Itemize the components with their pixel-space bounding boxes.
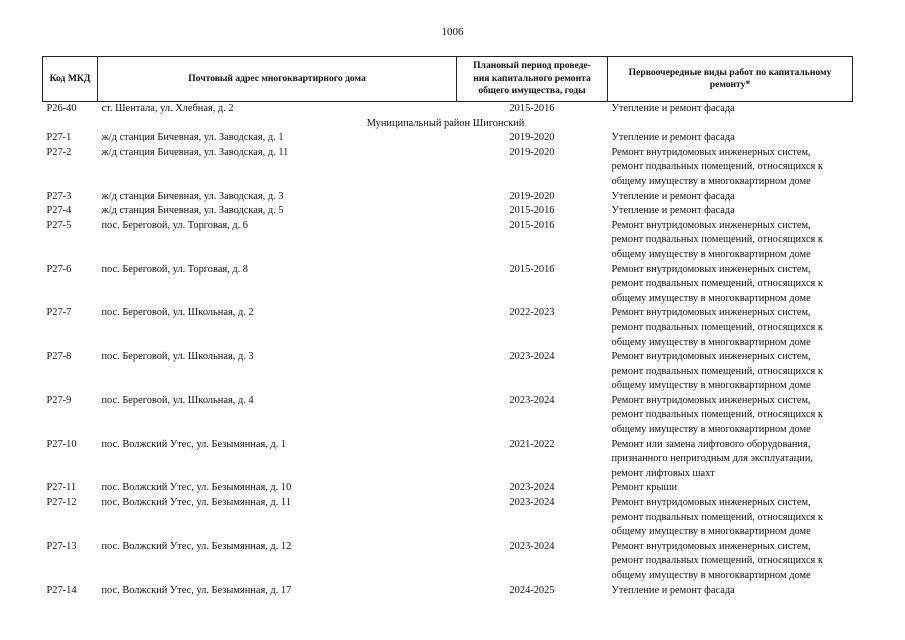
repair-works-line: Утепление и ремонт фасада — [611, 205, 735, 217]
repair-period: 2019-2020 — [509, 190, 555, 202]
repair-works-line: ремонт подвальных помещений, относящихся к — [611, 555, 823, 567]
repair-works-line: общему имуществу в многоквартирном доме — [611, 424, 811, 436]
page-number: 1006 — [441, 26, 464, 38]
table-row — [43, 146, 853, 190]
repair-works-line: ремонт подвальных помещений, относящихся к — [611, 278, 823, 290]
repair-works-line: общему имуществу в многоквартирном доме — [611, 526, 811, 538]
repair-works-line: ремонт подвальных помещений, относящихся к — [611, 365, 823, 377]
postal-address: пос. Волжский Утес, ул. Безымянная, д. 12 — [101, 540, 292, 552]
repair-works-line: Ремонт внутридомовых инженерных систем, — [611, 497, 811, 509]
table-header-row — [43, 57, 853, 102]
repair-period: 2015-2016 — [509, 263, 555, 275]
repair-works — [608, 540, 853, 584]
repair-works — [608, 204, 853, 219]
repair-works-line: Ремонт внутридомовых инженерных систем, — [611, 540, 811, 552]
mkd-code: Р26-40 — [46, 103, 77, 114]
repair-works-line: Ремонт или замена лифтового оборудования, — [611, 438, 811, 450]
postal-address: пос. Береговой, ул. Школьная, д. 3 — [101, 351, 254, 363]
header-works-line: ремонту* — [709, 79, 751, 90]
table-row — [43, 263, 853, 307]
mkd-code: Р27-12 — [46, 497, 77, 509]
table-body — [43, 102, 853, 599]
table-row — [43, 540, 853, 584]
mkd-code: Р27-4 — [46, 205, 72, 217]
repair-works — [608, 394, 853, 438]
repair-works-line: общему имуществу в многоквартирном доме — [611, 175, 811, 187]
postal-address: пос. Волжский Утес, ул. Безымянная, д. 11 — [101, 497, 291, 509]
mkd-code: Р27-10 — [46, 438, 77, 450]
repair-period: 2019-2020 — [509, 146, 555, 158]
repair-works-line: Утепление и ремонт фасада — [611, 190, 735, 202]
mkd-code: Р27-9 — [46, 394, 72, 406]
table-row — [43, 584, 853, 599]
postal-address: ж/д станция Бичевная, ул. Заводская, д. 3 — [101, 190, 284, 202]
repair-works — [608, 438, 853, 482]
header-address: Почтовый адрес многоквартирного дома — [98, 57, 457, 102]
repair-works-line: Утепление и ремонт фасада — [611, 103, 735, 114]
repair-works-line: ремонт подвальных помещений, относящихся к — [611, 409, 823, 421]
repair-works — [608, 219, 853, 263]
repair-works-line: ремонт подвальных помещений, относящихся к — [611, 511, 823, 523]
postal-address: пос. Береговой, ул. Торговая, д. 6 — [101, 219, 248, 231]
header-period-line: Плановый период проведе- — [473, 60, 591, 72]
header-period — [457, 57, 608, 102]
table-row — [43, 438, 853, 482]
repair-works — [608, 350, 853, 394]
repair-works-line: ремонт лифтовых шахт — [611, 467, 715, 479]
header-works — [608, 57, 853, 102]
repair-works — [608, 496, 853, 540]
section-row — [43, 117, 853, 132]
table-row — [43, 306, 853, 350]
repair-works-line: ремонт подвальных помещений, относящихся к — [611, 161, 823, 173]
repair-works — [608, 131, 853, 146]
mkd-code: Р27-6 — [46, 263, 72, 275]
mkd-code: Р27-2 — [46, 146, 72, 158]
repair-works-line: признанного непригодным для эксплуатации, — [611, 453, 814, 465]
repair-works-line: ремонт подвальных помещений, относящихся к — [611, 321, 823, 333]
repair-works-line: Ремонт внутридомовых инженерных систем, — [611, 307, 811, 319]
repair-period: 2015-2016 — [509, 219, 555, 231]
repair-works — [608, 190, 853, 205]
table-row — [43, 131, 853, 146]
table-row — [43, 481, 853, 496]
repair-period: 2023-2024 — [509, 482, 555, 494]
repair-works-line: Утепление и ремонт фасада — [611, 584, 735, 596]
repair-works — [608, 263, 853, 307]
repair-period: 2019-2020 — [509, 132, 555, 144]
repair-period: 2023-2024 — [509, 497, 555, 509]
repair-period: 2023-2024 — [509, 540, 555, 552]
postal-address: ж/д станция Бичевная, ул. Заводская, д. 5 — [101, 205, 284, 217]
mkd-code: Р27-7 — [46, 307, 72, 319]
table-row — [43, 204, 853, 219]
repair-works-line: Утепление и ремонт фасада — [611, 132, 735, 144]
repair-period: 2022-2023 — [509, 307, 555, 319]
table-row — [43, 190, 853, 205]
repair-works-line: общему имуществу в многоквартирном доме — [611, 336, 811, 348]
postal-address: ж/д станция Бичевная, ул. Заводская, д. 11 — [101, 146, 289, 158]
repair-period: 2023-2024 — [509, 351, 555, 363]
postal-address: пос. Береговой, ул. Школьная, д. 2 — [101, 307, 254, 319]
repair-works-line: Ремонт внутридомовых инженерных систем, — [611, 146, 811, 158]
repair-period: 2024-2025 — [509, 584, 555, 596]
repair-period: 2015-2016 — [509, 103, 555, 114]
repair-works-line: Ремонт внутридомовых инженерных систем, — [611, 394, 811, 406]
postal-address: пос. Береговой, ул. Школьная, д. 4 — [101, 394, 254, 406]
repair-works-line: Ремонт внутридомовых инженерных систем, — [611, 351, 811, 363]
table-row — [43, 102, 853, 117]
repair-works-line: Ремонт внутридомовых инженерных систем, — [611, 263, 811, 275]
postal-address: пос. Волжский Утес, ул. Безымянная, д. 10 — [101, 482, 292, 494]
table-row — [43, 394, 853, 438]
postal-address: пос. Волжский Утес, ул. Безымянная, д. 1 — [101, 438, 287, 450]
repair-period: 2021-2022 — [509, 438, 555, 450]
table-row — [43, 496, 853, 540]
postal-address: пос. Волжский Утес, ул. Безымянная, д. 17 — [101, 584, 292, 596]
header-works-line: Первоочередные виды работ по капитальному — [628, 66, 832, 78]
header-code: Код МКД — [43, 57, 98, 102]
postal-address: пос. Береговой, ул. Торговая, д. 8 — [101, 263, 248, 275]
mkd-code: Р27-11 — [46, 482, 77, 494]
repair-period: 2023-2024 — [509, 394, 555, 406]
mkd-code: Р27-1 — [46, 132, 72, 144]
repair-works-line: общему имуществу в многоквартирном доме — [611, 570, 811, 581]
header-period-line: общего имущества, годы — [478, 85, 586, 97]
mkd-code: Р27-14 — [46, 584, 77, 596]
mkd-code: Р27-8 — [46, 351, 72, 363]
repair-works-line: ремонт подвальных помещений, относящихся к — [611, 234, 823, 246]
repair-works-line: общему имуществу в многоквартирном доме — [611, 380, 811, 392]
mkd-code: Р27-13 — [46, 540, 77, 552]
mkd-code: Р27-5 — [46, 219, 72, 231]
postal-address: ст. Шентала, ул. Хлебная, д. 2 — [101, 103, 234, 114]
header-period-line: ния капитального ремонта — [473, 72, 591, 84]
table-row — [43, 350, 853, 394]
repair-works — [608, 584, 853, 599]
mkd-code: Р27-3 — [46, 190, 72, 202]
repair-period: 2015-2016 — [509, 205, 555, 217]
section-title: Муниципальный район Шигонский — [366, 117, 525, 129]
repair-works-line: Ремонт крыши — [611, 482, 678, 494]
repair-works — [608, 146, 853, 190]
repair-works-line: общему имуществу в многоквартирном доме — [611, 292, 811, 304]
repair-works-line: общему имуществу в многоквартирном доме — [611, 248, 811, 260]
postal-address: ж/д станция Бичевная, ул. Заводская, д. 1 — [101, 132, 284, 144]
repair-works — [608, 102, 853, 117]
repair-works — [608, 306, 853, 350]
repair-works — [608, 481, 853, 496]
repair-works-line: Ремонт внутридомовых инженерных систем, — [611, 219, 811, 231]
table-row — [43, 219, 853, 263]
repair-schedule-table — [42, 56, 853, 598]
